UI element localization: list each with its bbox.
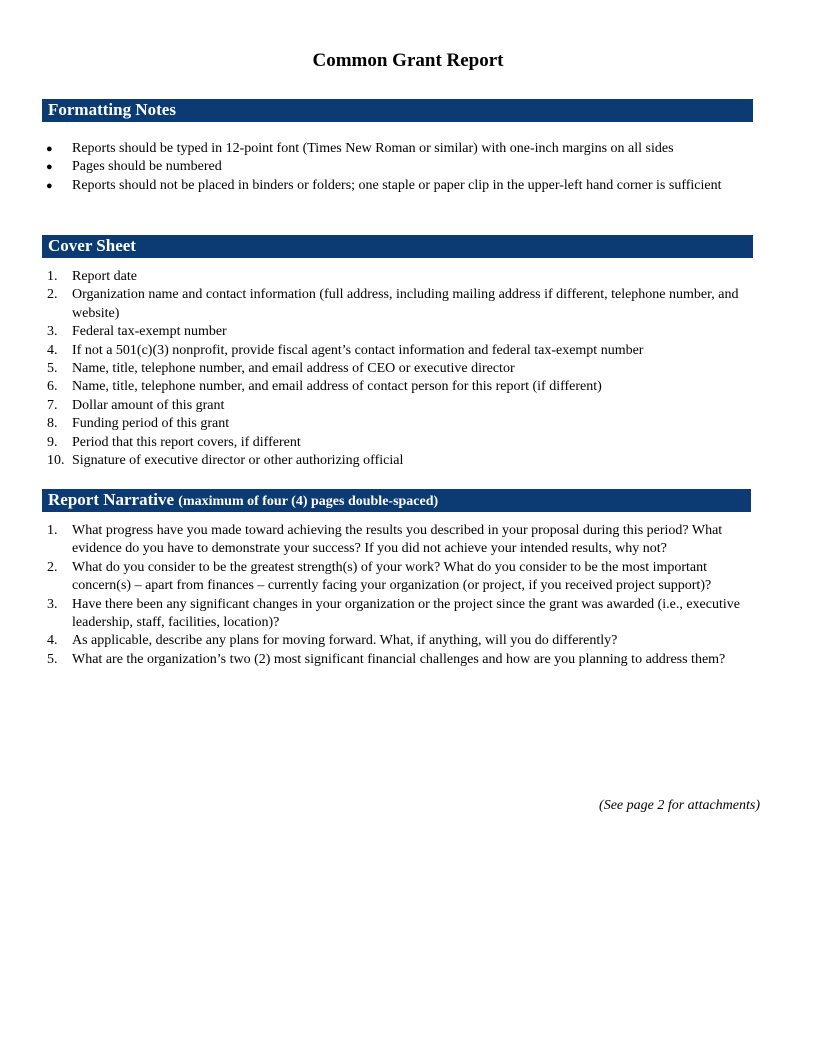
list-item-text: As applicable, describe any plans for moving forward. What, if anything, will you do differently? xyxy=(72,633,618,649)
item-number: 2. xyxy=(47,559,58,575)
list-item xyxy=(0,342,760,360)
item-number: 9. xyxy=(47,434,58,450)
item-number: 6. xyxy=(47,379,58,395)
list-item-text: Name, title, telephone number, and email address of CEO or executive director xyxy=(72,361,515,377)
list-item xyxy=(0,177,760,195)
list-item-text: Dollar amount of this grant xyxy=(72,397,225,413)
item-number: 1. xyxy=(47,523,58,538)
page-title: Common Grant Report xyxy=(312,50,504,71)
list-item-text: Funding period of this grant xyxy=(72,416,230,432)
item-number: 3. xyxy=(47,324,58,340)
list-item xyxy=(0,559,760,596)
bullet-icon: ● xyxy=(46,143,53,155)
footnote: (See page 2 for attachments) xyxy=(599,798,760,813)
list-item-text: What are the organization’s two (2) most significant financial challenges and how are you planning to address them? xyxy=(72,651,726,667)
list-item-text: Name, title, telephone number, and email address of contact person for this report (if different) xyxy=(72,379,602,395)
item-number: 3. xyxy=(47,596,58,612)
list-item-text: Reports should not be placed in binders or folders; one staple or paper clip in the upper-left hand corner is sufficient xyxy=(72,177,722,193)
list-item-text: What progress have you made toward achieving the results you described in your proposal during this period? What evidence do you have to demonstrate your success? If you did not achieve your intended results, why not? xyxy=(72,523,723,557)
list-item xyxy=(0,596,760,633)
list-item-text: What do you consider to be the greatest strength(s) of your work? What do you consider to be the most important concern(s) – apart from finances – currently facing your organization (or project, if you received project support)? xyxy=(72,559,712,594)
list-item-text: Period that this report covers, if different xyxy=(72,434,301,450)
section-heading-cover-sheet: Cover Sheet xyxy=(42,235,753,258)
list-item xyxy=(0,632,760,650)
list-item xyxy=(0,158,760,176)
list-item xyxy=(0,434,760,452)
list-item xyxy=(0,522,760,559)
item-number: 4. xyxy=(47,633,58,649)
list-item-text: If not a 501(c)(3) nonprofit, provide fiscal agent’s contact information and federal tax-exempt number xyxy=(72,342,644,358)
item-number: 4. xyxy=(47,342,58,358)
section-heading-formatting-notes: Formatting Notes xyxy=(42,99,753,122)
section-heading-text: Report Narrative xyxy=(48,490,175,509)
section-subheading: (maximum of four (4) pages double-spaced) xyxy=(178,494,439,509)
item-number: 1. xyxy=(47,269,58,284)
list-item xyxy=(0,651,760,669)
item-number: 10. xyxy=(47,453,65,469)
list-item-text: Organization name and contact information (full address, including mailing address if different, telephone number, and website) xyxy=(72,287,739,321)
bullet-icon: ● xyxy=(46,179,53,192)
list-item-text: Have there been any significant changes in your organization or the project since the grant was awarded (i.e., executive leadership, staff, facilities, location)? xyxy=(72,596,740,631)
item-number: 8. xyxy=(47,416,58,432)
list-item xyxy=(0,360,760,378)
list-item xyxy=(0,452,760,470)
item-number: 5. xyxy=(47,361,58,377)
list-item xyxy=(0,286,760,323)
item-number: 5. xyxy=(47,651,58,667)
list-item xyxy=(0,140,760,158)
formatting-notes-list xyxy=(0,140,760,195)
list-item xyxy=(0,268,760,286)
list-item xyxy=(0,415,760,433)
list-item xyxy=(0,397,760,415)
item-number: 7. xyxy=(47,397,58,413)
list-item xyxy=(0,323,760,341)
bullet-icon: ● xyxy=(46,161,53,174)
list-item xyxy=(0,378,760,396)
list-item-text: Federal tax-exempt number xyxy=(72,324,227,340)
list-item-text: Reports should be typed in 12-point font (Times New Roman or similar) with one-inch margins on all sides xyxy=(72,141,674,156)
section-heading-report-narrative xyxy=(42,489,751,512)
item-number: 2. xyxy=(47,287,58,303)
report-narrative-list xyxy=(0,522,760,669)
list-item-text: Signature of executive director or other authorizing official xyxy=(72,453,404,469)
cover-sheet-list xyxy=(0,268,760,470)
list-item-text: Report date xyxy=(72,269,137,284)
list-item-text: Pages should be numbered xyxy=(72,159,222,175)
